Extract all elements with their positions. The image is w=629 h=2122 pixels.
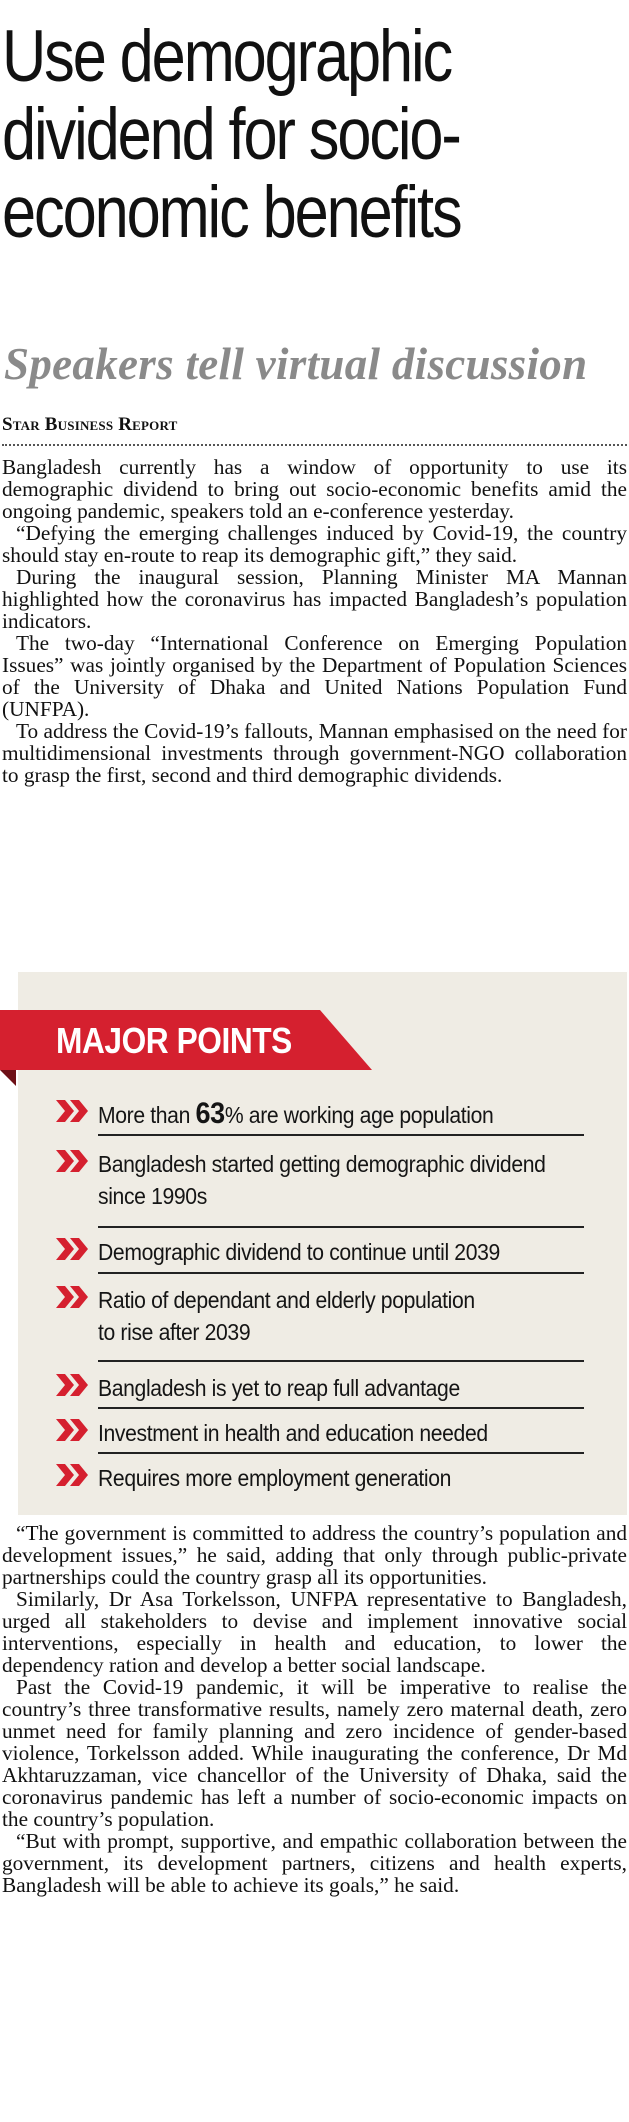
major-point-text: More than 63% are working age population	[98, 1097, 494, 1130]
major-points-title: MAJOR POINTS	[56, 1020, 292, 1061]
double-chevron-right-icon	[54, 1148, 92, 1174]
major-point-text: Bangladesh started getting demographic dividend since 1990s	[98, 1151, 546, 1209]
major-point-text: Bangladesh is yet to reap full advantage	[98, 1375, 460, 1401]
major-point-text: Investment in health and education needed	[98, 1420, 488, 1446]
double-chevron-right-icon	[54, 1236, 92, 1262]
byline: Star Business Report	[2, 414, 178, 435]
paragraph: Similarly, Dr Asa Torkelsson, UNFPA representative to Bangladesh, urged all stakeholders to devise and implement innovative social interventions, especially in health and education, to lower the dependency ration and develop a better social landscape.	[2, 1587, 627, 1677]
article-body-bottom	[2, 1522, 627, 1896]
paragraph: The two-day “International Conference on Emerging Population Issues” was jointly organised by the Department of Population Sciences of the University of Dhaka and United Nations Population Fund (UNFPA).	[2, 631, 627, 721]
headline-line: Use demographic	[2, 16, 452, 97]
headline-line: dividend for socio-	[2, 94, 460, 175]
byline-divider	[2, 444, 627, 446]
paragraph: Bangladesh currently has a window of opportunity to use its demographic dividend to bring out socio-economic benefits amid the ongoing pandemic, speakers told an e-conference yesterday.	[2, 455, 627, 523]
item-divider	[98, 1272, 584, 1274]
banner-fold	[0, 1070, 16, 1086]
paragraph: Past the Covid-19 pandemic, it will be imperative to realise the country’s three transformative results, namely zero maternal death, zero unmet need for family planning and zero incidence of gender-based violence, Torkelsson added. While inaugurating the conference, Dr Md Akhtaruzzaman, vice chancellor of the University of Dhaka, said the coronavirus pandemic has left a number of socio-economic impacts on the country’s population.	[2, 1675, 627, 1831]
paragraph: During the inaugural session, Planning Minister MA Mannan highlighted how the coronavirus has impacted Bangladesh’s population indicators.	[2, 565, 627, 633]
major-point-text: Demographic dividend to continue until 2039	[98, 1239, 500, 1265]
double-chevron-right-icon	[54, 1462, 92, 1488]
major-point-text: Requires more employment generation	[98, 1465, 452, 1491]
item-divider	[98, 1360, 584, 1362]
paragraph: “But with prompt, supportive, and empathic collaboration between the government, its development partners, citizens and health experts, Bangladesh will be able to achieve its goals,” he said.	[2, 1829, 627, 1897]
paragraph: “Defying the emerging challenges induced by Covid-19, the country should stay en-route to reap its demographic gift,” they said.	[2, 521, 627, 567]
headline-line: economic benefits	[2, 172, 461, 253]
subheadline: Speakers tell virtual discussion	[4, 339, 588, 389]
headline	[2, 18, 629, 252]
major-point-text: Ratio of dependant and elderly population to rise after 2039	[98, 1287, 475, 1345]
double-chevron-right-icon	[54, 1284, 92, 1310]
double-chevron-right-icon	[54, 1098, 92, 1124]
item-divider	[98, 1407, 584, 1409]
paragraph: To address the Covid-19’s fallouts, Mannan emphasised on the need for multidimensional investments through government-NGO collaboration to grasp the first, second and third demographic dividends.	[2, 719, 627, 787]
item-divider	[98, 1134, 584, 1136]
item-divider	[98, 1226, 584, 1228]
item-divider	[98, 1452, 584, 1454]
double-chevron-right-icon	[54, 1417, 92, 1443]
paragraph: “The government is committed to address the country’s population and development issues,” he said, adding that only through public-private partnerships could the country grasp all its opportunities.	[2, 1521, 627, 1589]
article-body-top	[2, 456, 627, 786]
double-chevron-right-icon	[54, 1372, 92, 1398]
